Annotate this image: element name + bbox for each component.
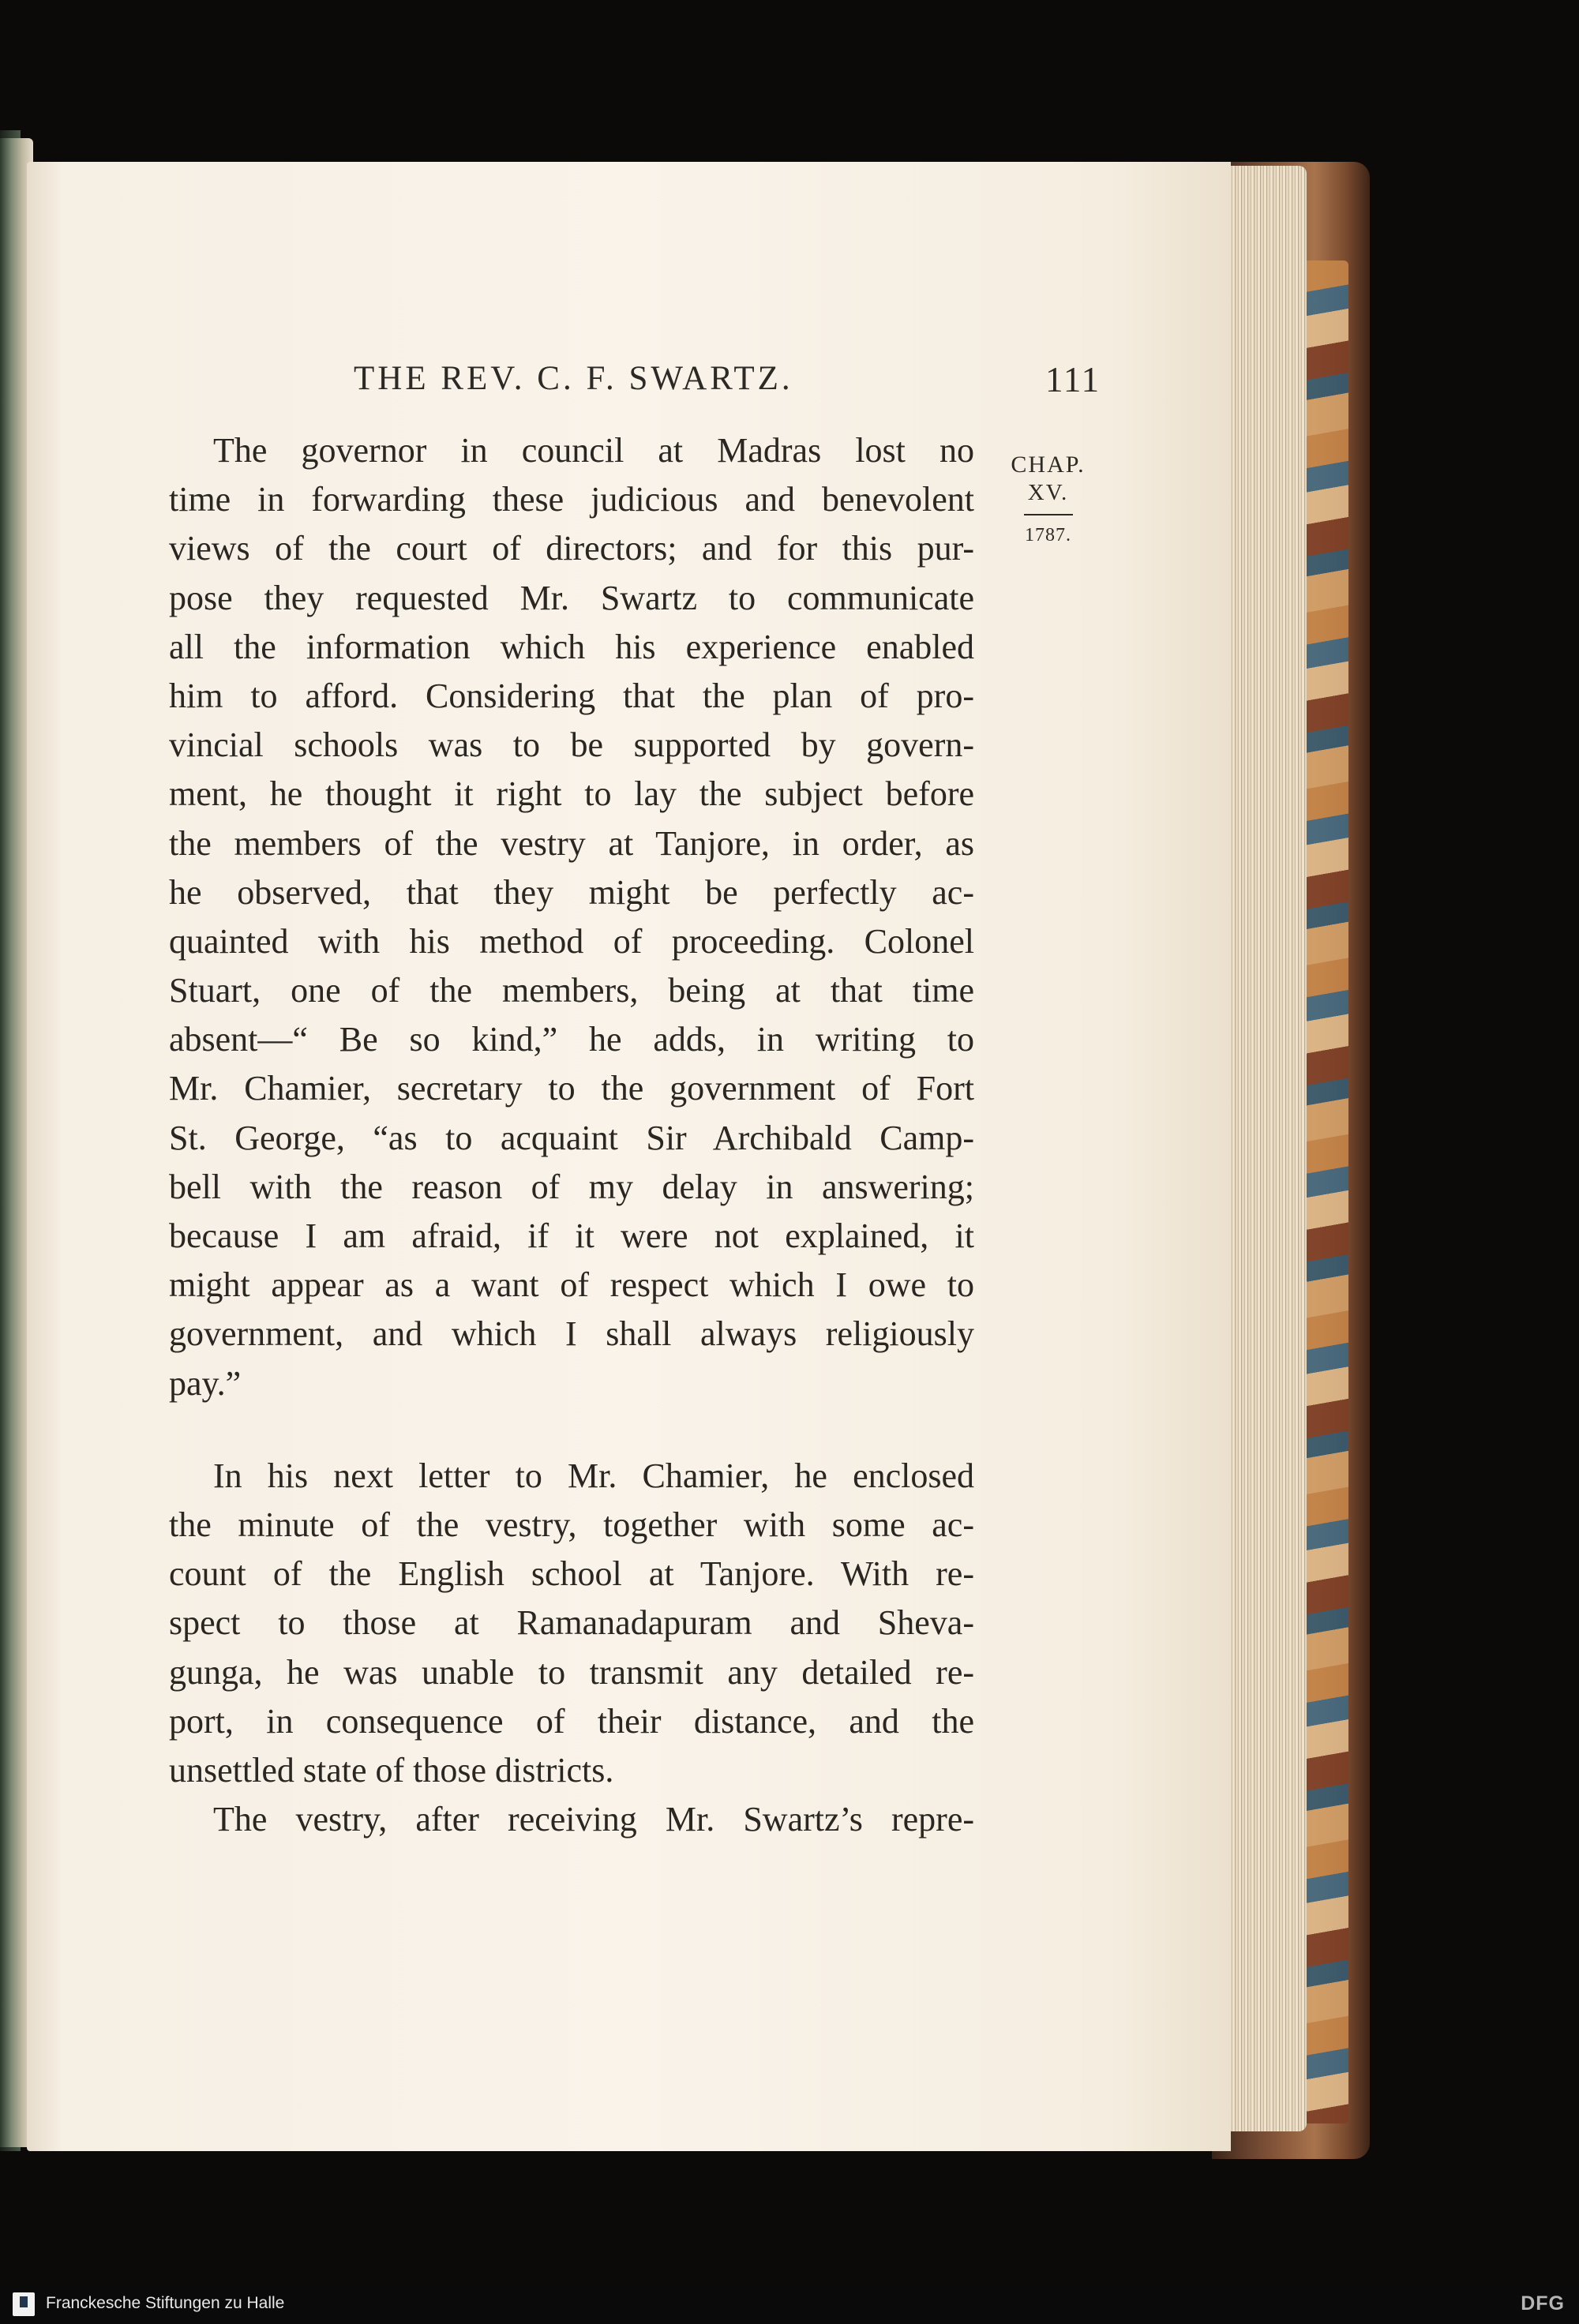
text-line: pay.” <box>169 1363 242 1403</box>
text-line: Stuart, one of the members, being at that time <box>169 971 974 1010</box>
text-line: ment, he thought it right to lay the subject before <box>169 774 974 814</box>
margin-rule <box>1024 514 1073 515</box>
text-line: The governor in council at Madras lost no <box>213 431 974 470</box>
text-line: unsettled state of those districts. <box>169 1750 614 1790</box>
paragraph <box>169 1795 974 1844</box>
text-line: vincial schools was to be supported by govern- <box>169 725 974 765</box>
text-line: In his next letter to Mr. Chamier, he enclosed <box>213 1456 974 1495</box>
text-line: because I am afraid, if it were not explained, it <box>169 1216 974 1255</box>
page-stack-edge <box>1220 166 1307 2131</box>
text-line: spect to those at Ramanadapuram and Sheva- <box>169 1603 974 1643</box>
text-line: gunga, he was unable to transmit any detailed re- <box>169 1652 974 1692</box>
running-head: THE REV. C. F. SWARTZ. <box>354 360 793 397</box>
footer-institution: Franckesche Stiftungen zu Halle <box>46 2294 285 2312</box>
funder-logo: DFG <box>1521 2292 1565 2315</box>
margin-year: 1787. <box>1025 525 1071 545</box>
page-number: 111 <box>1045 360 1101 399</box>
text-line: pose they requested Mr. Swartz to communicate <box>169 578 974 617</box>
text-line: government, and which I shall always religiously <box>169 1314 974 1354</box>
text-line: might appear as a want of respect which I owe to <box>169 1265 974 1305</box>
text-line: bell with the reason of my delay in answering; <box>169 1167 974 1206</box>
text-line: port, in consequence of their distance, and the <box>169 1701 974 1741</box>
text-line: all the information which his experience enabled <box>169 627 974 666</box>
text-line: the minute of the vestry, together with some ac- <box>169 1505 974 1544</box>
chapter-label: CHAP. <box>1011 452 1086 478</box>
text-line: views of the court of directors; and for this pur- <box>169 529 974 568</box>
chapter-number: XV. <box>1027 480 1069 505</box>
text-line: count of the English school at Tanjore. With re- <box>169 1554 974 1594</box>
text-line: time in forwarding these judicious and benevolent <box>169 480 974 519</box>
paragraph-gap <box>169 1408 974 1452</box>
text-line: the members of the vestry at Tanjore, in order, as <box>169 823 974 863</box>
text-line: absent—“ Be so kind,” he adds, in writing to <box>169 1020 974 1059</box>
institution-logo-icon <box>13 2292 35 2316</box>
body-text <box>169 426 974 1844</box>
text-line: Mr. Chamier, secretary to the government of Fort <box>169 1069 974 1108</box>
paragraph <box>169 426 974 1408</box>
text-line: quainted with his method of proceeding. Colonel <box>169 921 974 961</box>
margin-note <box>999 452 1097 546</box>
marbled-edge <box>1303 261 1348 2123</box>
text-line: him to afford. Considering that the plan of pro- <box>169 676 974 715</box>
text-line: St. George, “as to acquaint Sir Archibald Camp- <box>169 1118 974 1157</box>
text-line: he observed, that they might be perfectly ac- <box>169 872 974 912</box>
paragraph <box>169 1452 974 1795</box>
text-line: The vestry, after receiving Mr. Swartz’s repre- <box>213 1800 974 1839</box>
